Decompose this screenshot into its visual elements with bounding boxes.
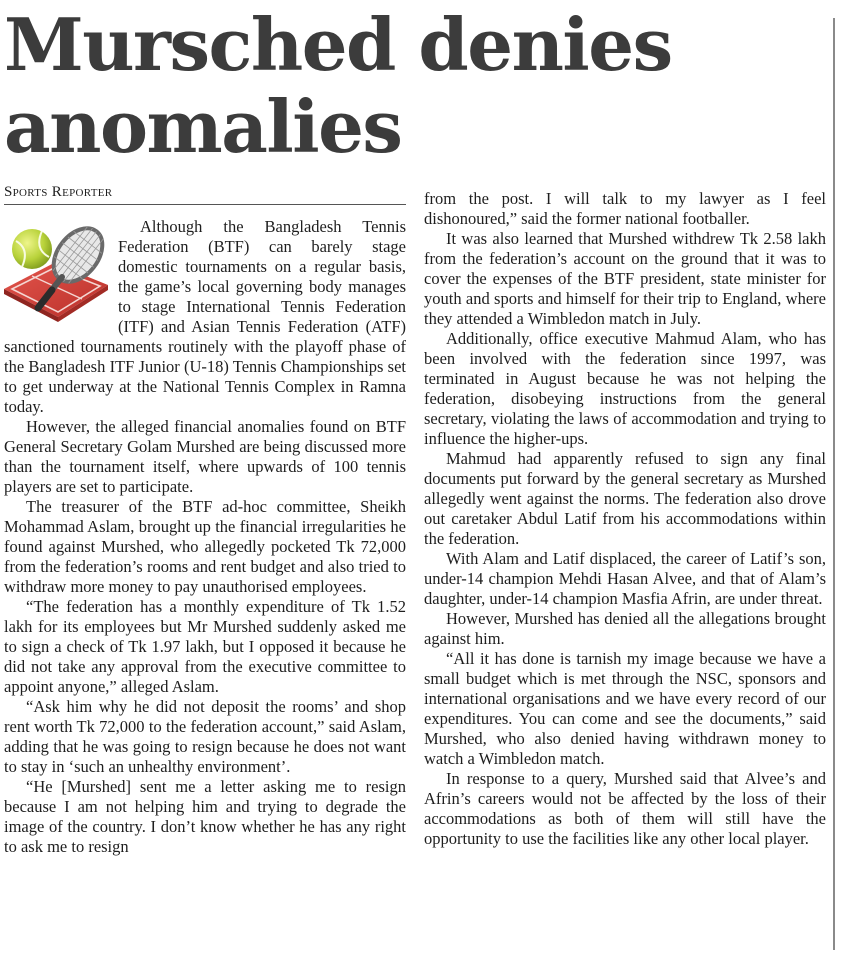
paragraph-1-6: “He [Murshed] sent me a letter asking me to resign because I am not helping him and trying to degrade the image of the country. I don’t know whether he has any right to ask me to resign — [4, 777, 406, 856]
headline-line-1: Mursched denies — [4, 2, 672, 87]
paragraph-2-4: Mahmud had apparently refused to sign any final documents put forward by the general secretary as Murshed allegedly went against the norms. The federation also drove out caretaker Abdul Latif from his accommodations within the federation. — [424, 449, 826, 548]
paragraph-2-1: from the post. I will talk to my lawyer as I feel dishonoured,” said the former national footballer. — [424, 189, 826, 228]
paragraph-2-5: With Alam and Latif displaced, the career of Latif’s son, under-14 champion Mehdi Hasan Alvee, and that of Alam’s daughter, under-14 champion Masfia Afrin, are under threat. — [424, 549, 826, 608]
paragraph-1-2: However, the alleged financial anomalies found on BTF General Secretary Golam Murshed are being discussed more than the tournament itself, where upwards of 100 tennis players are set to participate. — [4, 417, 406, 496]
paragraph-2-8: In response to a query, Murshed said that Alvee’s and Afrin’s careers would not be affected by the loss of their accommodations as both of them will still have the opportunity to use the facilities like any other local player. — [424, 769, 826, 848]
byline: Sports Reporter — [4, 182, 406, 205]
paragraph-1-1: Although the Bangladesh Tennis Federation (BTF) can barely stage domestic tournaments on a regular basis, the game’s local governing body manages to stage International Tennis Federation (ITF) and Asian Tennis Federation (ATF) sanctioned tournaments routinely with the playoff phase of the Bangladesh ITF Junior (U-18) Tennis Championships set to get underway at the National Tennis Complex in Ramna today. — [4, 217, 406, 416]
paragraph-2-2: It was also learned that Murshed withdrew Tk 2.58 lakh from the federation’s account on the ground that it was to cover the expenses of the BTF president, state minister for youth and sports and himself for their trip to England, where they attended a Wimbledon match in July. — [424, 229, 826, 328]
article-headline — [4, 2, 672, 169]
paragraph-1-5: “Ask him why he did not deposit the rooms’ and shop rent worth Tk 72,000 to the federation account,” said Aslam, adding that he was going to resign because he does not want to stay in ‘such an unhealthy environment’. — [4, 697, 406, 776]
headline-line-2: anomalies — [4, 84, 402, 169]
paragraph-2-3: Additionally, office executive Mahmud Alam, who has been involved with the federation since 1997, was terminated in August because he was not helping the federation, disobeying instructions from the general secretary, violating the laws of accommodation and trying to influence the higher-ups. — [424, 329, 826, 448]
column-rule — [833, 18, 835, 950]
paragraph-1-3: The treasurer of the BTF ad-hoc committee, Sheikh Mohammad Aslam, brought up the financial irregularities he found against Murshed, who allegedly pocketed Tk 72,000 from the federation’s rooms and rent budget and also tried to withdraw more money to pay unauthorised employees. — [4, 497, 406, 596]
paragraph-2-6: However, Murshed has denied all the allegations brought against him. — [424, 609, 826, 648]
paragraph-1-4: “The federation has a monthly expenditure of Tk 1.52 lakh for its employees but Mr Murshed suddenly asked me to sign a check of Tk 1.97 lakh, but I opposed it because he did not take any approval from the executive committee to appoint anyone,” alleged Aslam. — [4, 597, 406, 696]
paragraph-2-7: “All it has done is tarnish my image because we have a small budget which is met through the NSC, sponsors and international organisations and we have every record of our expenditures. You can come and see the documents,” said Murshed, who also denied having withdrawn money to watch a Wimbledon match. — [424, 649, 826, 768]
tennis-ball-racket-icon — [2, 219, 110, 323]
article-column-2 — [424, 189, 826, 849]
article-column-1 — [4, 217, 406, 857]
